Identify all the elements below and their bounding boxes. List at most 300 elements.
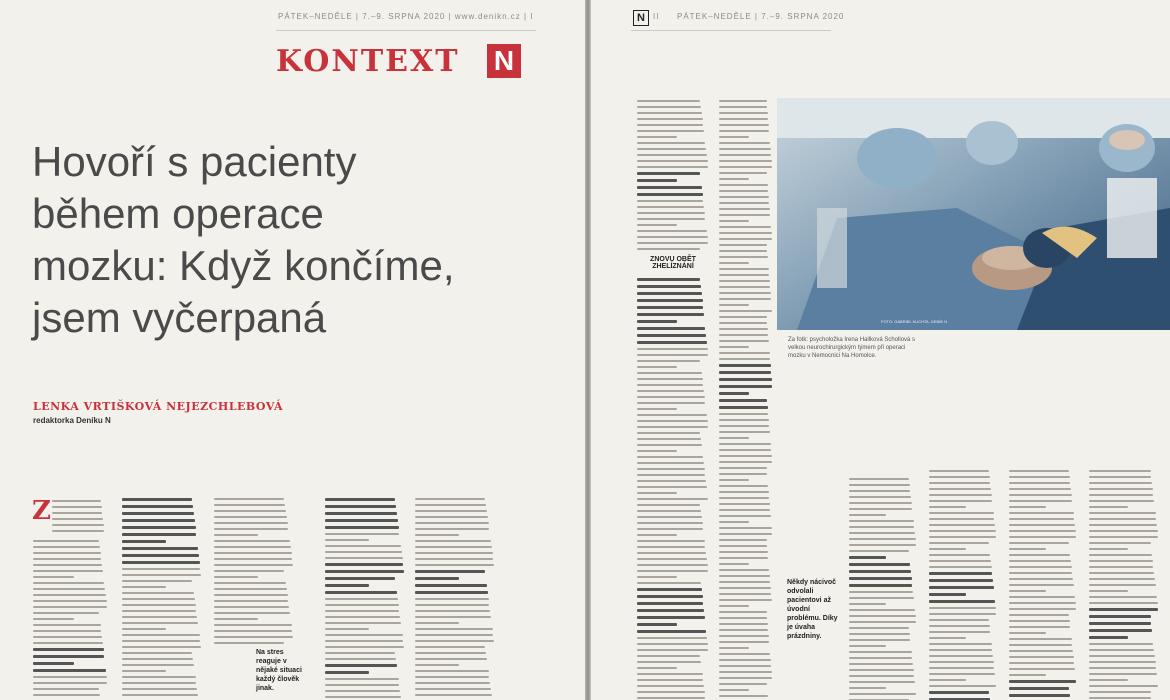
text-line xyxy=(929,649,992,651)
article-column-3 xyxy=(849,478,917,700)
text-line xyxy=(1089,636,1128,639)
text-line xyxy=(122,498,192,501)
text-line xyxy=(1009,620,1070,622)
text-line xyxy=(849,651,912,653)
text-line xyxy=(1009,548,1046,550)
text-line xyxy=(325,628,369,630)
text-line xyxy=(415,552,493,554)
text-line xyxy=(33,594,106,596)
text-line xyxy=(122,505,193,508)
text-line xyxy=(325,545,401,547)
text-line xyxy=(637,637,707,639)
byline-author: LENKA VRTIŠKOVÁ NEJEZCHLEBOVÁ xyxy=(33,400,284,413)
text-line xyxy=(325,563,403,566)
text-line xyxy=(325,557,403,559)
text-line xyxy=(849,681,915,683)
text-line xyxy=(33,552,101,554)
text-line xyxy=(849,556,886,559)
text-line xyxy=(849,484,910,486)
text-line xyxy=(33,618,74,620)
text-line xyxy=(929,593,966,596)
article-column-lead xyxy=(52,500,108,540)
text-line xyxy=(214,528,288,530)
text-line xyxy=(1009,494,1072,496)
text-line xyxy=(325,610,399,612)
text-line xyxy=(719,413,768,415)
text-line xyxy=(1009,578,1073,580)
text-line xyxy=(637,492,677,494)
text-line xyxy=(33,546,100,548)
text-line xyxy=(637,444,702,446)
text-line xyxy=(1089,488,1153,490)
text-line xyxy=(325,526,399,529)
text-line xyxy=(719,160,772,162)
text-line xyxy=(1089,649,1154,651)
text-line xyxy=(1009,572,1072,574)
text-line xyxy=(637,667,677,669)
text-line xyxy=(637,408,677,410)
text-line xyxy=(719,286,770,288)
text-line xyxy=(415,534,459,536)
text-line xyxy=(719,352,770,354)
text-line xyxy=(719,334,768,336)
text-line xyxy=(719,551,768,553)
text-line xyxy=(929,524,995,526)
text-line xyxy=(1089,685,1158,687)
text-line xyxy=(1089,629,1152,632)
text-line xyxy=(929,607,996,609)
text-line xyxy=(637,396,705,398)
text-line xyxy=(849,669,914,671)
text-line xyxy=(122,646,201,648)
text-line xyxy=(637,136,677,138)
text-line xyxy=(415,584,487,587)
text-line xyxy=(122,533,196,536)
text-line xyxy=(637,166,708,168)
text-line xyxy=(415,646,485,648)
text-line xyxy=(637,348,708,350)
text-line xyxy=(325,570,404,573)
text-line xyxy=(719,557,768,559)
text-line xyxy=(719,581,770,583)
text-line xyxy=(33,694,100,696)
text-line xyxy=(52,512,102,514)
article-column-5 xyxy=(1009,470,1077,700)
article-column-5 xyxy=(415,498,495,700)
text-line xyxy=(122,554,199,557)
text-line xyxy=(1089,554,1152,556)
text-line xyxy=(719,437,749,439)
text-line xyxy=(325,505,396,508)
text-line xyxy=(1089,643,1153,645)
text-line xyxy=(637,285,701,288)
text-line xyxy=(214,642,284,644)
text-line xyxy=(415,570,485,573)
text-line xyxy=(1089,661,1156,663)
text-line xyxy=(719,274,769,276)
text-line xyxy=(719,256,768,258)
text-line xyxy=(1009,536,1076,538)
n-logo-icon: N xyxy=(487,44,521,78)
text-line xyxy=(849,570,911,573)
text-line xyxy=(929,542,989,544)
text-line xyxy=(637,552,706,554)
text-line xyxy=(849,550,909,552)
text-line xyxy=(849,615,916,617)
text-line xyxy=(637,697,705,699)
text-line xyxy=(719,208,770,210)
text-line xyxy=(52,518,103,520)
text-line xyxy=(849,544,916,546)
text-line xyxy=(214,594,288,596)
text-line xyxy=(719,521,749,523)
text-line xyxy=(637,534,677,536)
text-line xyxy=(1089,566,1153,568)
text-line xyxy=(637,313,704,316)
text-line xyxy=(719,262,749,264)
text-line xyxy=(719,154,771,156)
text-line xyxy=(849,514,886,516)
text-line xyxy=(719,509,770,511)
text-line xyxy=(52,500,101,502)
text-line xyxy=(637,661,701,663)
text-line xyxy=(719,136,749,138)
text-line xyxy=(637,360,700,362)
text-line xyxy=(849,675,914,677)
text-line xyxy=(719,106,767,108)
text-line xyxy=(929,631,990,633)
text-line xyxy=(122,616,197,618)
text-line xyxy=(719,425,769,427)
text-line xyxy=(214,600,288,602)
text-line xyxy=(214,516,287,518)
text-line xyxy=(33,582,104,584)
text-line xyxy=(214,498,284,500)
article-column-3 xyxy=(214,498,294,648)
text-line xyxy=(849,657,912,659)
text-line xyxy=(719,653,770,655)
text-line xyxy=(1009,566,1072,568)
text-line xyxy=(719,617,767,619)
text-line xyxy=(1089,615,1151,618)
text-line xyxy=(719,695,768,697)
text-line xyxy=(33,662,74,665)
text-line xyxy=(1009,596,1075,598)
text-line xyxy=(1089,560,1153,562)
text-line xyxy=(637,206,704,208)
text-line xyxy=(1089,691,1151,693)
text-line xyxy=(637,602,703,605)
text-line xyxy=(122,598,195,600)
text-line xyxy=(637,588,702,591)
text-line xyxy=(719,569,769,571)
text-line xyxy=(719,358,770,360)
text-line xyxy=(849,526,914,528)
text-line xyxy=(122,652,192,654)
text-line xyxy=(719,196,769,198)
text-line xyxy=(719,385,772,388)
text-line xyxy=(325,671,369,674)
text-line xyxy=(1089,602,1158,604)
text-line xyxy=(33,682,107,684)
text-line xyxy=(1089,622,1151,625)
text-line xyxy=(929,566,992,568)
text-line xyxy=(214,576,258,578)
text-line xyxy=(637,236,708,238)
text-line xyxy=(33,576,74,578)
text-line xyxy=(929,600,995,603)
text-line xyxy=(637,468,705,470)
text-line xyxy=(1089,584,1156,586)
text-line xyxy=(719,575,770,577)
text-line xyxy=(719,378,772,381)
text-line xyxy=(719,515,771,517)
text-line xyxy=(637,609,704,612)
text-line xyxy=(637,450,677,452)
article-column-1 xyxy=(33,540,108,700)
article-column-4 xyxy=(325,498,405,700)
text-line xyxy=(637,522,703,524)
text-line xyxy=(415,591,488,594)
text-line xyxy=(122,628,166,630)
text-line xyxy=(1009,554,1070,556)
text-line xyxy=(122,586,166,588)
text-line xyxy=(719,166,772,168)
text-line xyxy=(637,354,708,356)
text-line xyxy=(637,172,700,175)
text-line xyxy=(325,622,401,624)
text-line xyxy=(214,618,258,620)
text-line xyxy=(122,664,194,666)
text-line xyxy=(325,584,369,587)
text-line xyxy=(122,547,198,550)
text-line xyxy=(637,372,702,374)
text-line xyxy=(33,655,104,658)
text-line xyxy=(637,341,707,344)
text-line xyxy=(719,665,771,667)
text-line xyxy=(637,124,703,126)
text-line xyxy=(849,591,913,593)
text-line xyxy=(849,621,916,623)
surgery-photo xyxy=(777,98,1170,330)
text-line xyxy=(719,202,769,204)
text-line xyxy=(929,494,992,496)
text-line xyxy=(325,519,398,522)
text-line xyxy=(929,637,966,639)
text-line xyxy=(1089,596,1157,598)
text-line xyxy=(719,406,768,409)
text-line xyxy=(214,558,292,560)
text-line xyxy=(325,664,397,667)
text-line xyxy=(719,328,768,330)
text-line xyxy=(637,142,705,144)
text-line xyxy=(929,691,989,694)
text-line xyxy=(637,186,702,189)
text-line xyxy=(1089,512,1156,514)
text-line xyxy=(1009,476,1070,478)
text-line xyxy=(637,643,708,645)
text-line xyxy=(719,431,770,433)
text-line xyxy=(325,640,403,642)
dropcap: Z xyxy=(32,496,51,526)
text-line xyxy=(214,504,285,506)
text-line xyxy=(415,640,494,642)
text-line xyxy=(637,366,677,368)
text-line xyxy=(415,658,487,660)
text-line xyxy=(214,564,293,566)
text-line xyxy=(929,554,990,556)
header-rule xyxy=(276,30,536,31)
text-line xyxy=(415,676,489,678)
text-line xyxy=(637,112,702,114)
text-line xyxy=(325,551,402,553)
text-line xyxy=(637,504,700,506)
text-line xyxy=(214,510,286,512)
text-line xyxy=(415,504,486,506)
text-line xyxy=(122,574,201,576)
text-line xyxy=(214,582,286,584)
text-line xyxy=(1089,548,1128,550)
pull-quote: Na stres reaguje v nějaké situaci každý člověk jinak. xyxy=(256,649,302,692)
text-line xyxy=(929,613,996,615)
text-line xyxy=(122,658,193,660)
text-line xyxy=(415,528,489,530)
text-line xyxy=(929,482,990,484)
text-line xyxy=(849,687,886,689)
text-line xyxy=(637,564,708,566)
text-line xyxy=(637,420,708,422)
text-line xyxy=(719,220,749,222)
text-line xyxy=(325,577,395,580)
text-line xyxy=(637,327,705,330)
text-line xyxy=(929,530,996,532)
text-line xyxy=(719,364,771,367)
text-line xyxy=(637,616,705,619)
text-line xyxy=(1009,470,1069,472)
text-line xyxy=(637,685,704,687)
headline-line: jsem vyčerpaná xyxy=(32,294,327,341)
text-line xyxy=(719,232,772,234)
text-line xyxy=(637,148,706,150)
text-line xyxy=(719,455,772,457)
pull-quote: Někdy nácivoč odvolali pacientovi až úvodní problému. Díky je úvaha prázdniny. xyxy=(787,579,838,640)
text-line xyxy=(1089,655,1155,657)
text-line xyxy=(637,160,708,162)
text-line xyxy=(1089,578,1155,580)
text-line xyxy=(415,577,459,580)
text-line xyxy=(122,670,166,672)
photo-credit: FOTO: GABRIEL KUCHTA, DENÍK N xyxy=(881,319,948,324)
headline-line: Hovoří s pacienty xyxy=(32,138,357,185)
text-line xyxy=(719,635,769,637)
text-line xyxy=(637,582,701,584)
text-line xyxy=(719,268,769,270)
text-line xyxy=(325,652,395,654)
text-line xyxy=(849,597,914,599)
text-line xyxy=(325,678,399,680)
text-line xyxy=(849,633,910,635)
text-line xyxy=(214,588,287,590)
text-line xyxy=(849,532,915,534)
text-line xyxy=(33,588,105,590)
text-line xyxy=(849,639,910,641)
text-line xyxy=(719,280,770,282)
text-line xyxy=(415,498,485,500)
page-header-date: PÁTEK–NEDĚLE | 7.–9. SRPNA 2020 xyxy=(677,12,845,21)
text-line xyxy=(637,673,703,675)
text-line xyxy=(719,491,769,493)
text-line xyxy=(849,663,913,665)
text-line xyxy=(52,524,104,526)
text-line xyxy=(1089,494,1153,496)
text-line xyxy=(1009,656,1074,658)
text-line xyxy=(214,624,292,626)
text-line xyxy=(325,658,396,660)
text-line xyxy=(415,598,489,600)
text-line xyxy=(122,519,195,522)
photo-caption: Za fotk: psycholožka Irena Hallková Schollová s velkou neurochirurgickým týmem při operaci mozku v Nemocnici Na Homolce. xyxy=(788,337,916,359)
text-line xyxy=(719,497,769,499)
text-line xyxy=(637,402,705,404)
text-line xyxy=(719,190,768,192)
text-line xyxy=(637,320,677,323)
text-line xyxy=(1009,650,1073,652)
text-line xyxy=(415,688,491,690)
text-line xyxy=(325,634,403,636)
text-line xyxy=(719,399,767,402)
text-line xyxy=(415,558,493,560)
text-line xyxy=(214,552,292,554)
text-line xyxy=(1009,602,1076,604)
text-line xyxy=(719,677,772,679)
text-line xyxy=(1089,542,1151,544)
text-line xyxy=(1009,500,1072,502)
text-line xyxy=(325,512,397,515)
text-line xyxy=(929,470,989,472)
text-line xyxy=(637,306,703,309)
text-line xyxy=(637,623,677,626)
article-column-2 xyxy=(122,498,202,700)
text-line xyxy=(637,691,705,693)
page-header-date: PÁTEK–NEDĚLE | 7.–9. SRPNA 2020 | www.denikn.cz | I xyxy=(278,12,534,21)
text-line xyxy=(849,584,912,587)
text-line xyxy=(719,485,768,487)
text-line xyxy=(929,685,996,687)
text-line xyxy=(637,480,706,482)
text-line xyxy=(719,419,769,421)
text-line xyxy=(122,568,200,570)
text-line xyxy=(1009,687,1069,690)
text-line xyxy=(637,248,700,250)
text-line xyxy=(415,610,490,612)
text-line xyxy=(849,603,886,605)
text-line xyxy=(415,540,491,542)
text-line xyxy=(415,522,489,524)
text-line xyxy=(637,456,703,458)
text-line xyxy=(719,392,749,395)
text-line xyxy=(1009,680,1076,683)
article-column-1b xyxy=(637,278,709,700)
text-line xyxy=(719,641,769,643)
text-line xyxy=(122,512,194,515)
text-line xyxy=(719,689,749,691)
text-line xyxy=(33,570,103,572)
text-line xyxy=(1089,608,1158,611)
text-line xyxy=(415,622,459,624)
text-line xyxy=(637,649,708,651)
text-line xyxy=(929,506,966,508)
text-line xyxy=(719,599,772,601)
